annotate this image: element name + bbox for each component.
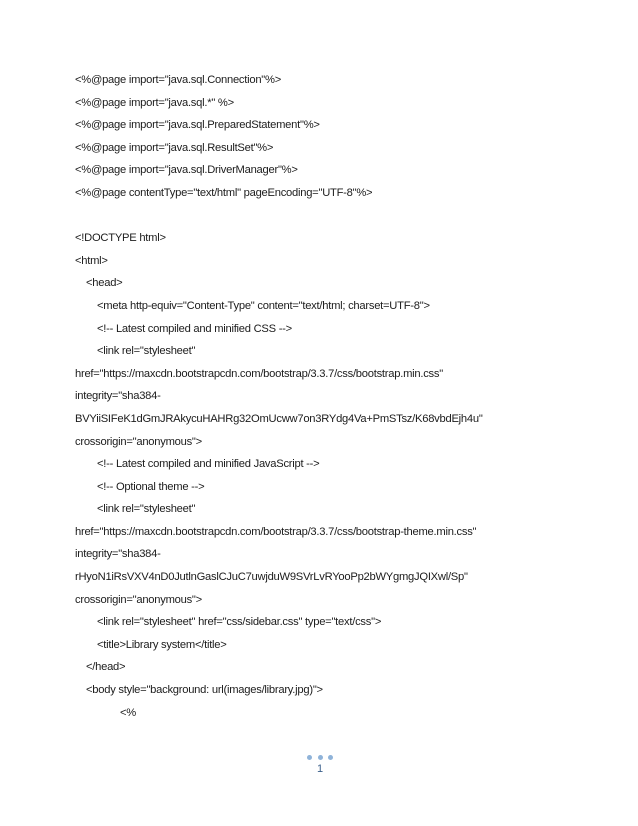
code-line: </head> — [86, 661, 126, 674]
page-footer — [0, 752, 638, 792]
code-listing — [0, 69, 638, 724]
code-line: <%@page import="java.sql.PreparedStatement"%> — [75, 119, 320, 132]
code-line: <%@page import="java.sql.DriverManager"%> — [75, 164, 298, 177]
code-line: <!DOCTYPE html> — [75, 232, 166, 245]
code-line: rHyoN1iRsVXV4nD0JutlnGaslCJuC7uwjduW9SVrLvRYooPp2bWYgmgJQIXwl/Sp" — [75, 571, 468, 584]
code-line: <link rel="stylesheet" href="css/sidebar.css" type="text/css"> — [97, 616, 382, 629]
code-line: <%@page import="java.sql.ResultSet"%> — [75, 141, 274, 154]
code-line: href="https://maxcdn.bootstrapcdn.com/bootstrap/3.3.7/css/bootstrap.min.css" — [75, 367, 443, 380]
code-line: BVYiiSIFeK1dGmJRAkycuHAHRg32OmUcww7on3RYdg4Va+PmSTsz/K68vbdEjh4u" — [75, 412, 483, 425]
code-line: integrity="sha384- — [75, 548, 161, 561]
dot-icon — [328, 755, 333, 760]
blank-line — [0, 205, 638, 228]
dot-icon — [318, 755, 323, 760]
code-line: <%@page import="java.sql.Connection"%> — [75, 74, 282, 86]
dot-icon — [307, 755, 312, 760]
code-line: href="https://maxcdn.bootstrapcdn.com/bootstrap/3.3.7/css/bootstrap-theme.min.css" — [75, 525, 477, 538]
code-line: <!-- Latest compiled and minified CSS --> — [97, 322, 292, 335]
footer-dots-ornament — [307, 755, 333, 761]
code-line: <meta http-equiv="Content-Type" content="text/html; charset=UTF-8"> — [97, 299, 430, 312]
code-line: <%@page contentType="text/html" pageEncoding="UTF-8"%> — [75, 186, 373, 199]
code-line: <!-- Latest compiled and minified JavaScript --> — [97, 458, 320, 471]
code-line: <title>Library system</title> — [97, 638, 227, 651]
code-line: <%@page import="java.sql.*" %> — [75, 96, 234, 109]
page-number: 1 — [316, 763, 324, 775]
code-line: <head> — [86, 277, 123, 290]
code-line: <link rel="stylesheet" — [97, 503, 196, 516]
code-line: <!-- Optional theme --> — [97, 480, 205, 493]
code-line: <% — [120, 706, 136, 719]
code-line: <body style="background: url(images/library.jpg)"> — [86, 684, 323, 697]
code-line: <link rel="stylesheet" — [97, 345, 196, 358]
code-line: crossorigin="anonymous"> — [75, 435, 202, 448]
code-line: <html> — [75, 254, 108, 267]
code-line: integrity="sha384- — [75, 390, 161, 403]
code-line: crossorigin="anonymous"> — [75, 593, 202, 606]
